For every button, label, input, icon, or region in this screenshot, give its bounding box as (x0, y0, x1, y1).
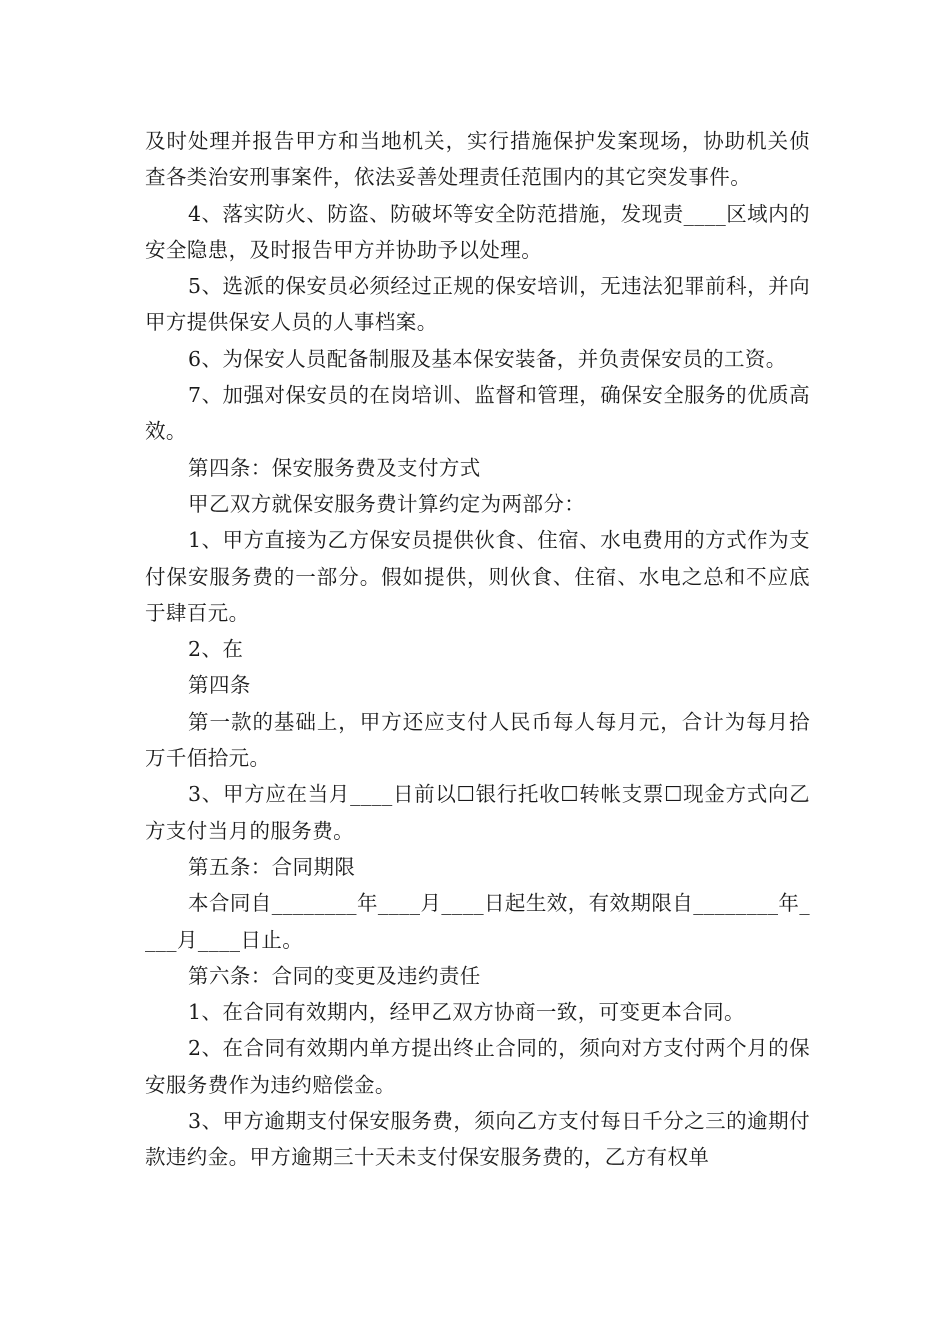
paragraph: 本合同自________年____月____日起生效，有效期限自________年____月____日止。 (145, 891, 810, 952)
paragraph: 2、在合同有效期内单方提出终止合同的，须向对方支付两个月的保安服务费作为违约赔偿金。 (145, 1036, 810, 1097)
paragraph: 1、在合同有效期内，经甲乙双方协商一致，可变更本合同。 (188, 1000, 745, 1025)
paragraph: 3、甲方应在当月____日前以☐银行托收☐转帐支票☐现金方式向乙方支付当月的服务费。 (145, 782, 810, 843)
paragraph: 及时处理并报告甲方和当地机关，实行措施保护发案现场，协助机关侦查各类治安刑事案件，依法妥善处理责任范围内的其它突发事件。 (145, 129, 810, 190)
section-heading: 第四条：保安服务费及支付方式 (188, 455, 481, 480)
paragraph: 3、甲方逾期支付保安服务费，须向乙方支付每日千分之三的逾期付款违约金。甲方逾期三十天未支付保安服务费的，乙方有权单 (145, 1109, 810, 1170)
paragraph: 7、加强对保安员的在岗培训、监督和管理，确保安全服务的优质高效。 (145, 383, 810, 444)
document-body (145, 123, 810, 1176)
paragraph: 6、为保安人员配备制服及基本保安装备，并负责保安员的工资。 (188, 346, 787, 371)
section-heading: 第四条 (188, 673, 251, 698)
paragraph: 4、落实防火、防盗、防破坏等安全防范措施，发现责____区域内的安全隐患，及时报告甲方并协助予以处理。 (145, 201, 810, 262)
paragraph: 第一款的基础上，甲方还应支付人民币每人每月元，合计为每月拾万千佰拾元。 (145, 709, 810, 771)
section-heading: 第六条：合同的变更及违约责任 (188, 963, 481, 988)
paragraph: 5、选派的保安员必须经过正规的保安培训，无违法犯罪前科，并向甲方提供保安人员的人事档案。 (145, 274, 810, 335)
paragraph: 1、甲方直接为乙方保安员提供伙食、住宿、水电费用的方式作为支付保安服务费的一部分。假如提供，则伙食、住宿、水电之总和不应底于肆百元。 (145, 528, 810, 625)
section-heading: 第五条：合同期限 (188, 854, 356, 879)
paragraph: 2、在 (188, 637, 244, 662)
paragraph: 甲乙双方就保安服务费计算约定为两部分： (188, 491, 586, 516)
